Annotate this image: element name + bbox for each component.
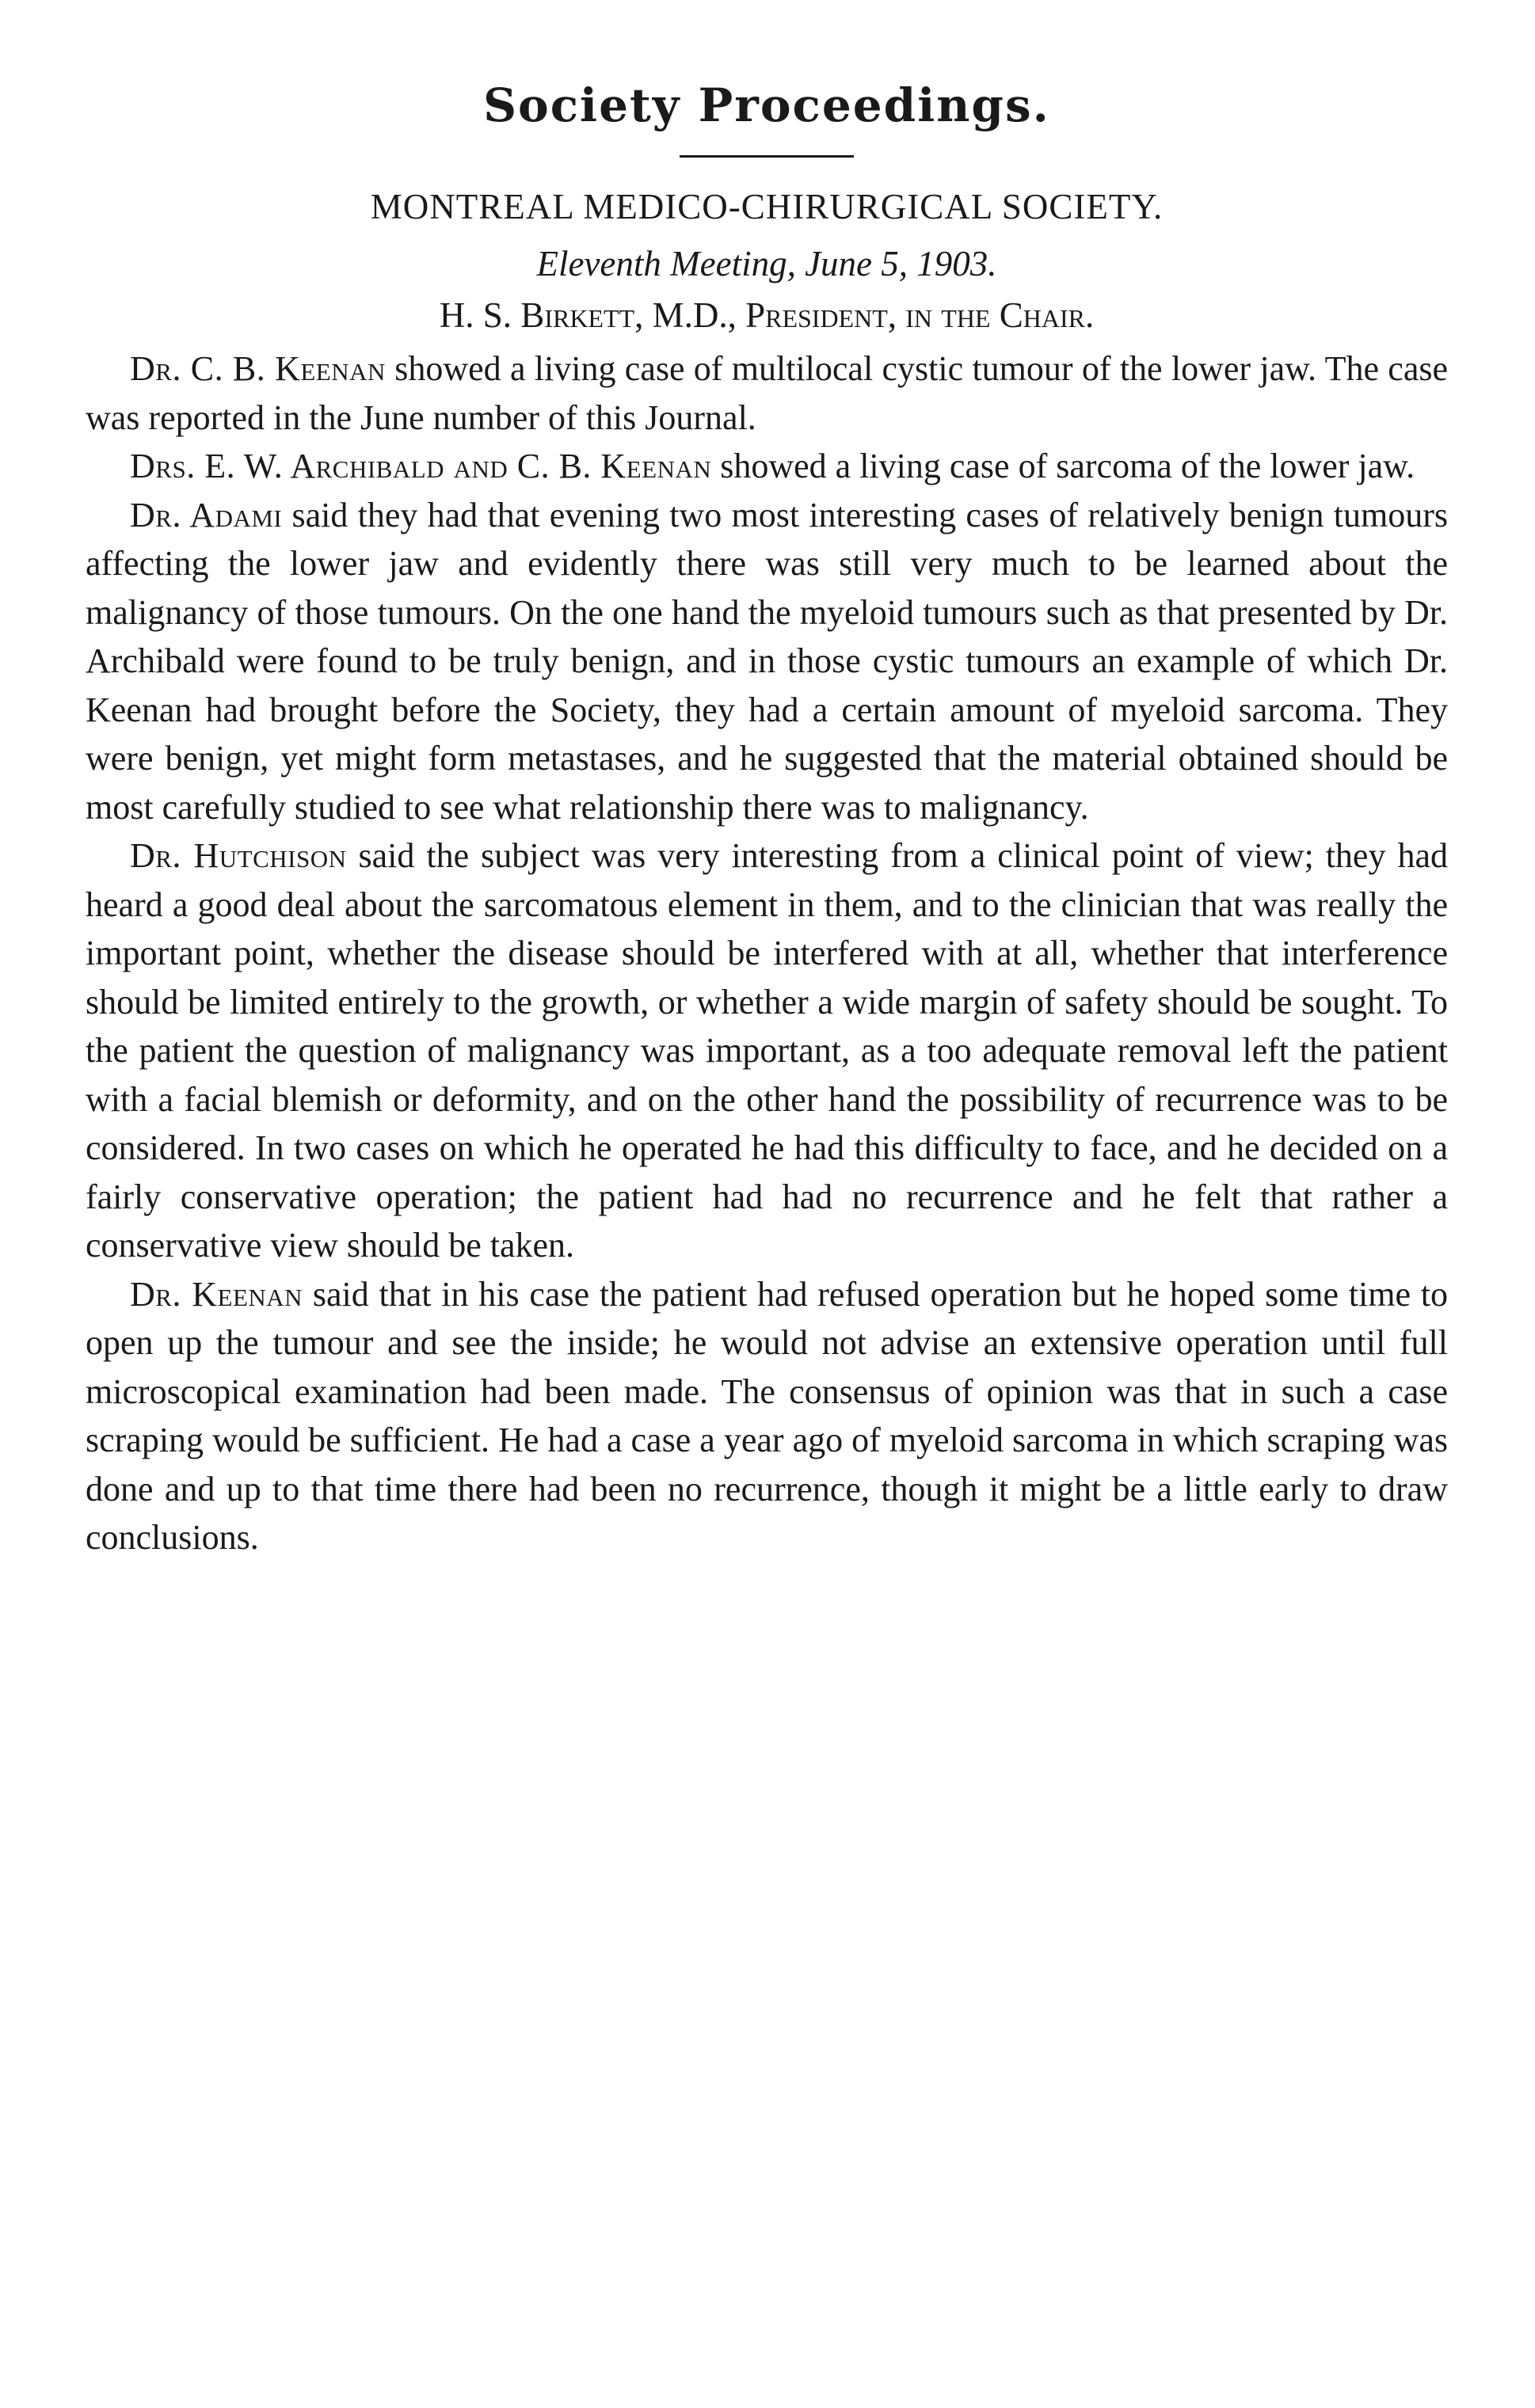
paragraph-text: said that in his case the patient had refused operation but he hoped some time to open up the tumour and see the inside; he would not advise an extensive operation until full microscopical examination had been made. The consensus of opinion was that in such a case scraping would be sufficient. He had a case a year ago of myeloid sarcoma in which scraping was done and up to that time there had been no recurrence, though it might be a little early to draw conclusions. — [86, 1274, 1448, 1557]
paragraph-text: said the subject was very interesting from a clinical point of view; they had heard a good deal about the sarcomatous element in them, and to the clinician that was really the important point, whether the disease should be interfered with at all, whether that interference should be limited entirely to the growth, or whether a wide margin of safety should be sought. To the patient the question of malignancy was important, as a too adequate removal left the patient with a facial blemish or deformity, and on the other hand the possibility of recurrence was to be considered. In two cases on which he operated he had this difficulty to face, and he decided on a fairly conservative operation; the patient had had no recurrence and he felt that rather a conservative view should be taken. — [86, 836, 1449, 1265]
proceedings-body — [86, 344, 1448, 1562]
paragraph-text: showed a living case of multilocal cystic tumour of the lower jaw. The case was reported in the June number of this Journal. — [86, 349, 1448, 437]
speaker-name: Dr. Keenan — [130, 1274, 303, 1314]
paragraph-text: said they had that evening two most interesting cases of relatively benign tumours affecting the lower jaw and evidently there was still very much to be learned about the malignancy of those tumours. On the one hand the myeloid tumours such as that presented by Dr. Archibald were found to be truly benign, and in those cystic tumours an example of which Dr. Keenan had brought before the Society, they had a certain amount of myeloid sarcoma. They were benign, yet might form metastases, and he suggested that the material obtained should be most carefully studied to see what relationship there was to malignancy. — [86, 495, 1448, 827]
paragraph-keenan-reply — [86, 1270, 1448, 1562]
speaker-name: Drs. E. W. Archibald and C. B. Keenan — [130, 447, 712, 485]
title-rule — [680, 155, 854, 158]
paragraph-archibald-keenan — [86, 442, 1448, 491]
paragraph-text: showed a living case of sarcoma of the lower jaw. — [711, 447, 1415, 485]
section-title: Society Proceedings. — [483, 78, 1050, 132]
paragraph-adami — [86, 491, 1448, 832]
chair-line: H. S. Birkett, M.D., President, in the Chair. — [439, 295, 1095, 335]
speaker-name: Dr. Hutchison — [130, 836, 347, 875]
paragraph-hutchison — [86, 831, 1448, 1270]
speaker-name: Dr. C. B. Keenan — [130, 349, 386, 388]
speaker-name: Dr. Adami — [130, 495, 283, 534]
meeting-line: Eleventh Meeting, June 5, 1903. — [536, 244, 997, 283]
society-name: MONTREAL MEDICO-CHIRURGICAL SOCIETY. — [370, 187, 1164, 226]
journal-page — [86, 55, 1448, 1562]
paragraph-keenan-cystic — [86, 344, 1448, 442]
